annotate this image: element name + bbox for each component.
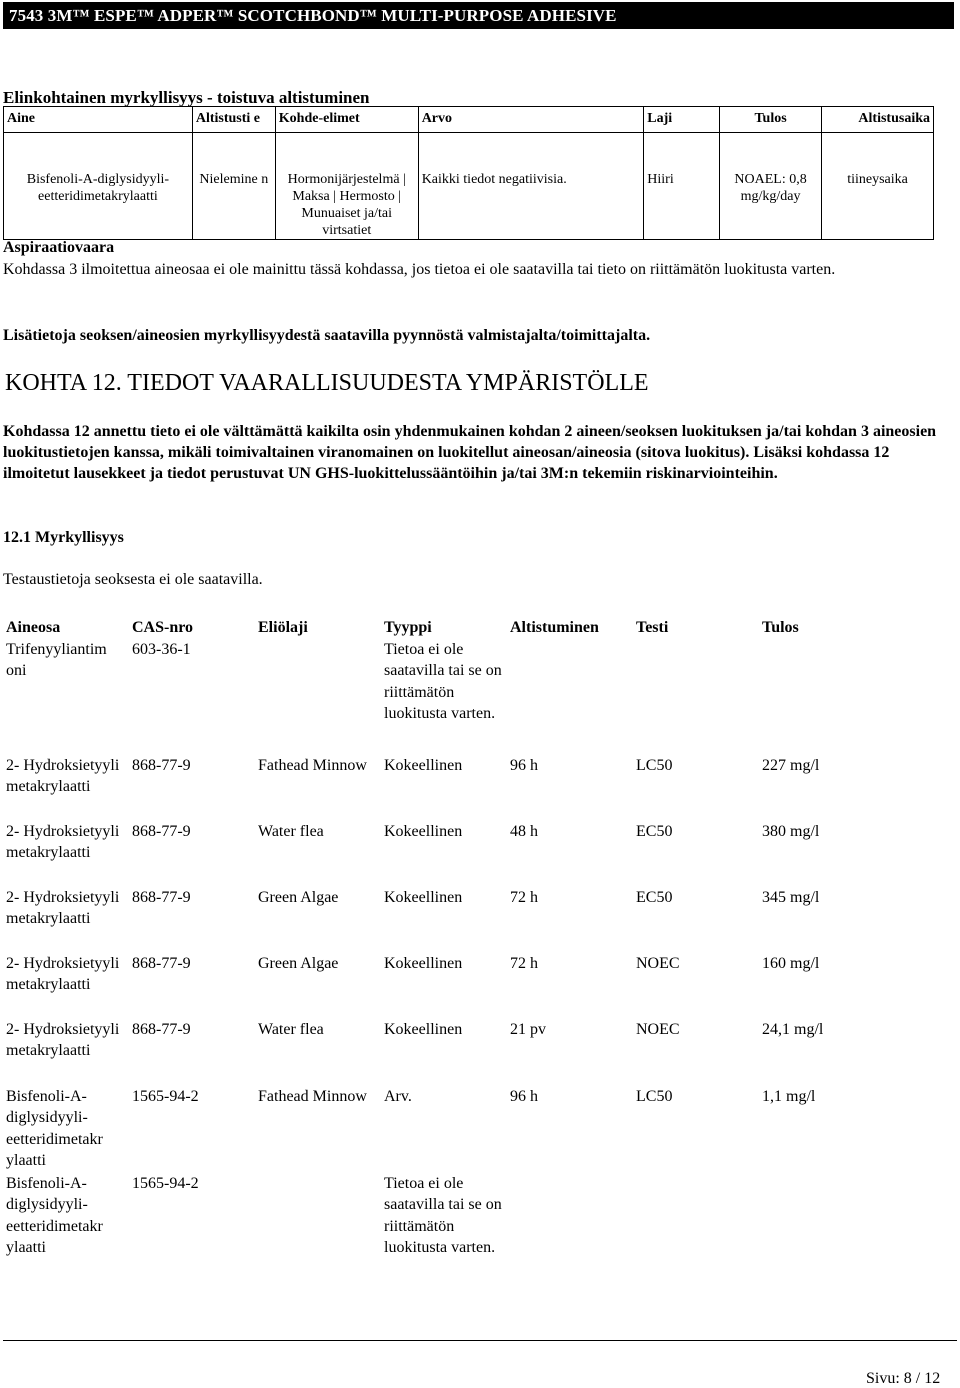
table-row xyxy=(3,755,883,821)
cell-tulos xyxy=(759,1173,883,1283)
column-header: Testi xyxy=(636,619,669,636)
document-header xyxy=(3,2,954,29)
table-row xyxy=(3,1086,883,1173)
cell-kohde: Hormonijärjestelmä | Maksa | Hermosto | Munuaiset ja/tai virtsatiet xyxy=(275,133,418,240)
column-header: Aine xyxy=(4,107,193,133)
column-header: Eliölaji xyxy=(258,619,308,636)
cell-testi: LC50 xyxy=(636,756,673,774)
section-12-heading: KOHTA 12. TIEDOT VAARALLISUUDESTA YMPÄRISTÖLLE xyxy=(5,370,649,396)
cell-testi: EC50 xyxy=(636,822,673,840)
cell-laji: Water flea xyxy=(258,822,324,840)
cell-tyyppi: Kokeellinen xyxy=(384,1020,463,1038)
cell-aika: tiineysaika xyxy=(822,133,934,240)
cell-aine: Bisfenoli-A-diglysidyyli-eetteridimetakrylaatti xyxy=(4,133,193,240)
cell-testi: EC50 xyxy=(636,888,673,906)
cell-cas: 868-77-9 xyxy=(132,756,191,774)
column-header: Altistusaika xyxy=(822,107,934,133)
cell-testi xyxy=(633,1173,759,1283)
table-row xyxy=(3,953,883,1019)
column-header: Tulos xyxy=(762,619,799,636)
cell-aineosa: Bisfenoli-A- diglysidyyli- eetteridimetakr ylaatti xyxy=(6,1087,103,1169)
cell-altistuminen: 21 pv xyxy=(510,1020,546,1038)
cell-tulos: 345 mg/l xyxy=(762,888,820,906)
cell-tyyppi: Kokeellinen xyxy=(384,756,463,774)
column-header: Altistuminen xyxy=(510,619,599,636)
aspiration-text: Kohdassa 3 ilmoitettua aineosaa ei ole mainittu tässä kohdassa, jos tietoa ei ole saatavilla tai tieto on riittämätön luokitusta varten. xyxy=(3,261,836,278)
cell-tyyppi: Tietoa ei ole saatavilla tai se on riittämätön luokitusta varten. xyxy=(384,640,502,722)
cell-testi xyxy=(633,639,759,755)
table-row xyxy=(4,133,934,240)
table-header-row xyxy=(4,107,934,133)
document-title: 7543 3M™ ESPE™ ADPER™ SCOTCHBOND™ MULTI-PURPOSE ADHESIVE xyxy=(9,6,617,25)
footer-divider xyxy=(3,1340,957,1341)
column-header: Arvo xyxy=(418,107,644,133)
cell-laji: Fathead Minnow xyxy=(258,1087,367,1105)
cell-arvo: Kaikki tiedot negatiivisia. xyxy=(418,133,644,240)
cell-altistuminen xyxy=(507,1173,633,1283)
cell-testi: NOEC xyxy=(636,954,680,972)
table-row xyxy=(3,1173,883,1283)
stot-table xyxy=(3,106,934,240)
cell-tyyppi: Tietoa ei ole saatavilla tai se on riittämätön luokitusta varten. xyxy=(384,1174,502,1256)
column-header: Tulos xyxy=(720,107,822,133)
cell-tulos: 24,1 mg/l xyxy=(762,1020,824,1038)
table-row xyxy=(3,1019,883,1086)
cell-aineosa: 2- Hydroksietyyli metakrylaatti xyxy=(6,888,120,927)
cell-tulos: 160 mg/l xyxy=(762,954,820,972)
toxicity-subheading: 12.1 Myrkyllisyys xyxy=(3,529,124,546)
cell-altistuminen: 72 h xyxy=(510,888,538,906)
cell-altistuminen: 96 h xyxy=(510,1087,538,1105)
column-header: Tyyppi xyxy=(384,619,432,636)
column-header: Laji xyxy=(644,107,720,133)
cell-laji xyxy=(255,1173,381,1283)
cell-laji xyxy=(255,639,381,755)
cell-laji: Hiiri xyxy=(644,133,720,240)
cell-cas: 868-77-9 xyxy=(132,888,191,906)
cell-aineosa: Bisfenoli-A- diglysidyyli- eetteridimetakr ylaatti xyxy=(6,1174,103,1256)
section-12-intro: Kohdassa 12 annettu tieto ei ole välttämättä kaikilta osin yhdenmukainen kohdan 2 aineen/seoksen luokituksen ja/tai kohdan 3 aineosien luokitustietojen kanssa, mikäli toimivaltainen viranomainen on luokitellut aineosan/aineosia (sitova luokitus). Lisäksi kohdassa 12 ilmoitetut lausekkeet ja tiedot perustuvat UN GHS-luokittelussääntöihin ja/tai 3M:n tekemiin riskinarviointeihin. xyxy=(3,423,937,482)
table-row xyxy=(3,887,883,953)
cell-aineosa: Trifenyyliantim oni xyxy=(6,640,107,679)
cell-altistuminen: 72 h xyxy=(510,954,538,972)
cell-tyyppi: Arv. xyxy=(384,1087,412,1105)
cell-aineosa: 2- Hydroksietyyli metakrylaatti xyxy=(6,822,120,861)
cell-laji: Green Algae xyxy=(258,954,339,972)
column-header: CAS-nro xyxy=(132,619,194,636)
cell-altistuminen: 48 h xyxy=(510,822,538,840)
cell-aineosa: 2- Hydroksietyyli metakrylaatti xyxy=(6,756,120,795)
stot-section-title: Elinkohtainen myrkyllisyys - toistuva altistuminen xyxy=(3,88,370,107)
cell-laji: Green Algae xyxy=(258,888,339,906)
cell-tyyppi: Kokeellinen xyxy=(384,888,463,906)
more-info-text: Lisätietoja seoksen/aineosien myrkyllisyydestä saatavilla pyynnöstä valmistajalta/toimittajalta. xyxy=(3,327,651,344)
column-header: Altistusti e xyxy=(192,107,275,133)
cell-tulos: 1,1 mg/l xyxy=(762,1087,816,1105)
cell-testi: NOEC xyxy=(636,1020,680,1038)
table-row xyxy=(3,821,883,887)
table-header-row xyxy=(3,614,883,639)
aspiration-title: Aspiraatiovaara xyxy=(3,239,115,256)
cell-testi: LC50 xyxy=(636,1087,673,1105)
cell-altistuminen: 96 h xyxy=(510,756,538,774)
cell-tulos: NOAEL: 0,8 mg/kg/day xyxy=(720,133,822,240)
cell-altistus: Nielemine n xyxy=(192,133,275,240)
cell-tulos xyxy=(759,639,883,755)
cell-tulos: 227 mg/l xyxy=(762,756,820,774)
table-row xyxy=(3,639,883,755)
cell-tyyppi: Kokeellinen xyxy=(384,822,463,840)
no-mixture-data-text: Testaustietoja seoksesta ei ole saatavilla. xyxy=(3,571,263,588)
cell-cas: 868-77-9 xyxy=(132,1020,191,1038)
page-number: Sivu: 8 / 12 xyxy=(866,1370,941,1387)
cell-tyyppi: Kokeellinen xyxy=(384,954,463,972)
cell-altistuminen xyxy=(507,639,633,755)
ecotoxicity-table xyxy=(3,614,883,1283)
cell-cas: 868-77-9 xyxy=(132,954,191,972)
cell-laji: Water flea xyxy=(258,1020,324,1038)
column-header: Aineosa xyxy=(6,619,61,636)
cell-cas: 1565-94-2 xyxy=(132,1087,199,1105)
cell-cas: 603-36-1 xyxy=(132,640,191,658)
cell-tulos: 380 mg/l xyxy=(762,822,820,840)
cell-cas: 1565-94-2 xyxy=(132,1174,199,1192)
cell-aineosa: 2- Hydroksietyyli metakrylaatti xyxy=(6,954,120,993)
column-header: Kohde-elimet xyxy=(275,107,418,133)
cell-laji: Fathead Minnow xyxy=(258,756,367,774)
cell-aineosa: 2- Hydroksietyyli metakrylaatti xyxy=(6,1020,120,1059)
cell-cas: 868-77-9 xyxy=(132,822,191,840)
